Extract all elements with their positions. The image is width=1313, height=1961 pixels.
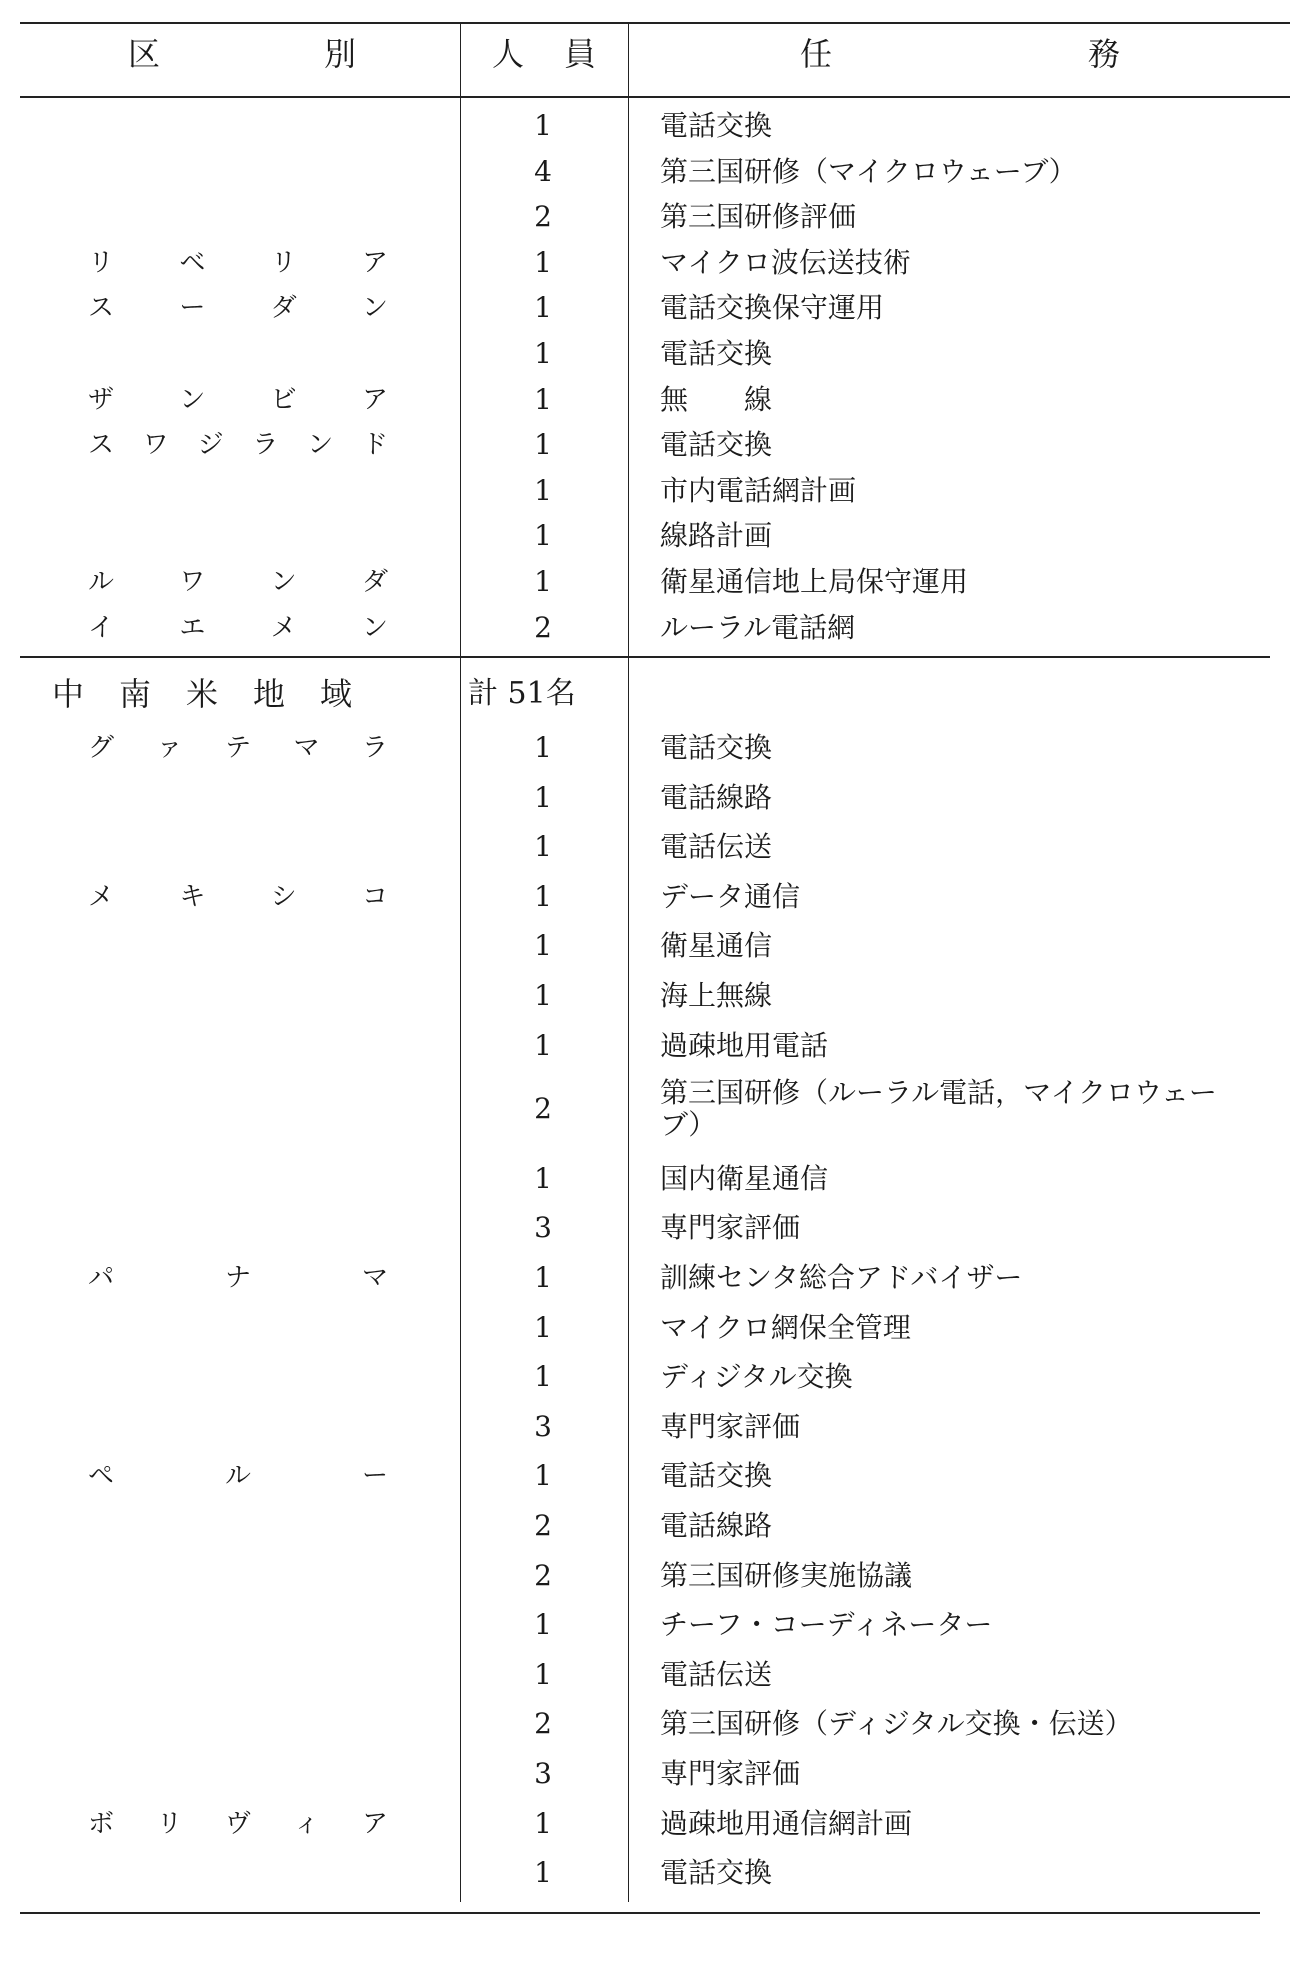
task-description: 電話線路 xyxy=(660,1509,773,1542)
personnel-count: 1 xyxy=(534,428,552,462)
header-personnel xyxy=(492,22,596,82)
personnel-count: 2 xyxy=(534,1707,552,1741)
country-name: イ エ メ ン xyxy=(88,612,388,643)
task-description: ディジタル交換 xyxy=(660,1360,853,1394)
personnel-count: 1 xyxy=(534,830,552,864)
country-name: ボ リ ヴ ィ ア xyxy=(88,1808,388,1839)
personnel-count: 1 xyxy=(534,473,552,507)
personnel-count: 2 xyxy=(534,1509,552,1542)
column-divider-2 xyxy=(628,22,629,1902)
header-task xyxy=(800,22,1120,82)
task-description: 電話交換保守運用 xyxy=(660,291,885,325)
personnel-count: 1 xyxy=(534,1261,552,1294)
personnel-count: 2 xyxy=(534,610,552,644)
country-name: ザ ン ビ ア xyxy=(88,384,388,415)
personnel-count: 2 xyxy=(534,200,552,234)
task-description: 過疎地用電話 xyxy=(660,1028,829,1062)
personnel-count: 1 xyxy=(534,1856,552,1890)
country-name: ル ワ ン ダ xyxy=(88,567,388,597)
personnel-count: 1 xyxy=(534,337,552,370)
task-description: 線路計画 xyxy=(660,519,773,553)
personnel-count: 1 xyxy=(534,879,552,913)
task-description: 過疎地用通信網計画 xyxy=(660,1806,913,1840)
personnel-count: 1 xyxy=(534,979,552,1012)
country-name: メ キ シ コ xyxy=(88,881,388,912)
personnel-count: 1 xyxy=(534,1028,552,1062)
personnel-count: 3 xyxy=(534,1757,552,1790)
header-task-char-1: 任 xyxy=(800,35,833,73)
personnel-count: 1 xyxy=(534,291,552,325)
task-description: 電話交換 xyxy=(660,1459,773,1493)
personnel-count: 1 xyxy=(534,245,552,279)
task-description: 第三国研修実施協議 xyxy=(660,1558,913,1592)
task-description: 電話交換 xyxy=(660,337,773,370)
bottom-rule xyxy=(20,1912,1260,1914)
personnel-count: 1 xyxy=(534,1161,552,1195)
header-rule xyxy=(20,96,1290,98)
personnel-count: 3 xyxy=(534,1211,552,1245)
task-description: 第三国研修（マイクロウェーブ） xyxy=(660,154,1077,188)
task-description: マイクロ網保全管理 xyxy=(660,1310,911,1344)
personnel-count: 1 xyxy=(534,731,552,764)
country-name: グ ァ テ マ ラ xyxy=(88,733,388,763)
region-total: 計 51名 xyxy=(468,676,576,711)
column-divider-1 xyxy=(460,22,461,1902)
personnel-count: 1 xyxy=(534,780,552,814)
personnel-count: 1 xyxy=(534,519,552,553)
task-description: 専門家評価 xyxy=(660,1211,801,1245)
header-category-char-1: 区 xyxy=(128,35,161,73)
task-description: 市内電話網計画 xyxy=(660,473,857,507)
country-name: パ ナ マ xyxy=(88,1263,388,1293)
task-description: 電話線路 xyxy=(660,780,773,814)
task-description: ルーラル電話網 xyxy=(660,610,856,644)
section-rule xyxy=(20,656,1270,658)
task-description: 国内衛星通信 xyxy=(660,1161,829,1195)
task-description: 専門家評価 xyxy=(660,1409,801,1443)
task-description: 電話伝送 xyxy=(660,830,773,864)
task-description: 電話交換 xyxy=(660,1856,773,1890)
personnel-count: 1 xyxy=(534,1806,552,1840)
personnel-count: 1 xyxy=(534,1310,552,1344)
personnel-count: 1 xyxy=(534,1608,552,1642)
task-description: 衛星通信 xyxy=(660,929,773,963)
task-description: 第三国研修（ディジタル交換・伝送） xyxy=(660,1707,1133,1741)
header-task-char-2: 務 xyxy=(1087,35,1120,73)
personnel-count: 4 xyxy=(534,154,552,188)
country-name: リ ベ リ ア xyxy=(88,247,388,278)
header-category xyxy=(128,22,356,82)
task-description: 電話交換 xyxy=(660,109,773,142)
header-personnel-char-1: 人 xyxy=(492,35,525,73)
task-description: 海上無線 xyxy=(660,979,773,1012)
header-personnel-char-2: 員 xyxy=(563,35,596,73)
task-description: 電話伝送 xyxy=(660,1657,773,1691)
task-description: 衛星通信地上局保守運用 xyxy=(660,565,969,598)
country-name: ペ ル ー xyxy=(88,1461,388,1492)
task-description: チーフ・コーディネーター xyxy=(660,1608,993,1642)
personnel-count: 1 xyxy=(534,1459,552,1493)
personnel-count: 1 xyxy=(534,382,552,416)
country-name: ス ワ ジ ラ ン ド xyxy=(88,430,388,461)
task-description: 第三国研修評価 xyxy=(660,200,857,234)
country-name: ス ー ダ ン xyxy=(88,293,388,324)
personnel-count: 2 xyxy=(534,1558,552,1592)
task-description: 電話交換 xyxy=(660,428,773,462)
task-description: 電話交換 xyxy=(660,731,773,764)
personnel-count: 1 xyxy=(534,109,552,142)
personnel-count: 3 xyxy=(534,1409,552,1443)
personnel-count: 1 xyxy=(534,565,552,598)
task-description: 無 線 xyxy=(660,382,773,416)
task-description: 訓練センタ総合アドバイザー xyxy=(660,1261,1023,1294)
personnel-count: 2 xyxy=(534,1092,552,1126)
header-category-char-2: 別 xyxy=(323,35,356,73)
region-name: 中 南 米 地 域 xyxy=(52,675,352,713)
personnel-count: 1 xyxy=(534,929,552,963)
personnel-count: 1 xyxy=(534,1657,552,1691)
task-description: 専門家評価 xyxy=(660,1757,801,1790)
personnel-count: 1 xyxy=(534,1360,552,1394)
task-description: 第三国研修（ルーラル電話，マイクロウェーブ） xyxy=(660,1076,1217,1142)
task-description: マイクロ波伝送技術 xyxy=(660,245,911,279)
task-description: データ通信 xyxy=(660,879,801,913)
